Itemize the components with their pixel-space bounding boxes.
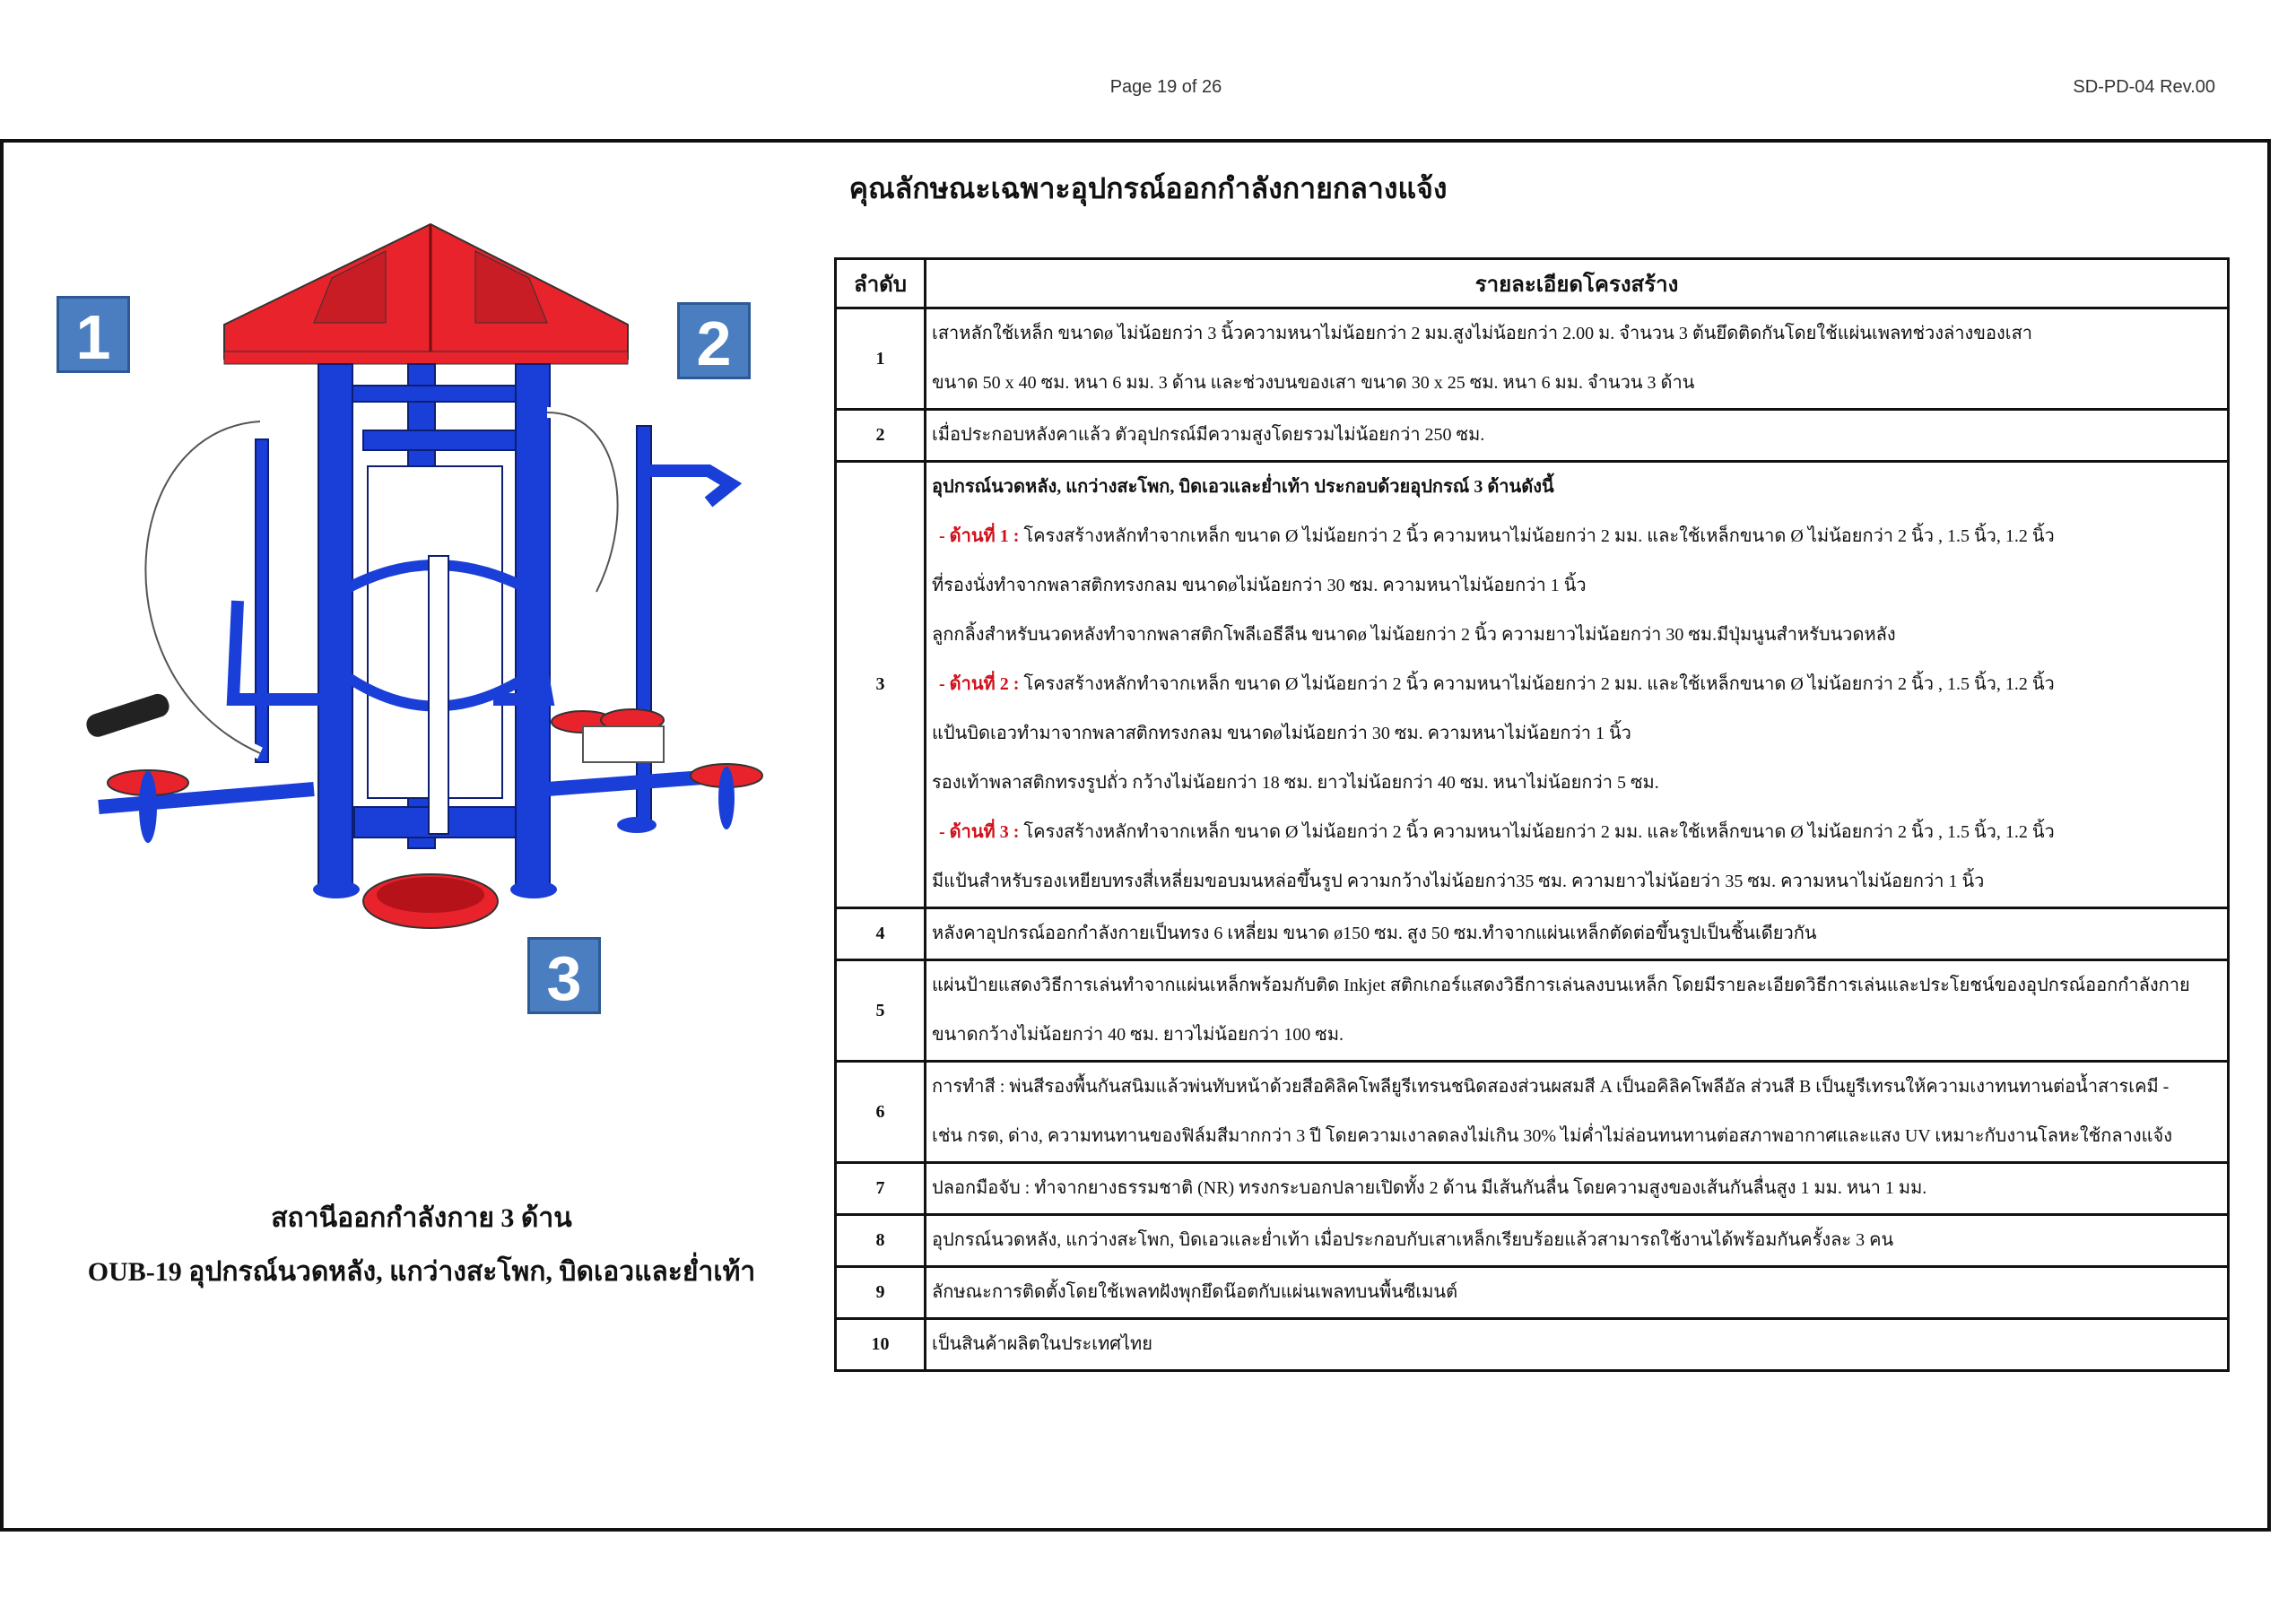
row-number: 9	[836, 1267, 926, 1319]
detail-line: แผ่นป้ายแสดงวิธีการเล่นทำจากแผ่นเหล็กพร้อมกับติด Inkjet สติกเกอร์แสดงวิธีการเล่นลงบนเหล็ก โดยมีรายละเอียดวิธีการเล่นและประโยชน์ของอุปกรณ์ออกกำลังกาย	[932, 976, 2190, 995]
side-badge-1: 1	[57, 296, 130, 373]
row-number: 5	[836, 960, 926, 1062]
roof	[224, 224, 628, 359]
table-row	[836, 960, 2229, 1062]
side-badge-3: 3	[527, 937, 601, 1014]
detail-line: มีแป้นสำหรับรองเหยียบทรงสี่เหลี่ยมขอบมนหล่อขึ้นรูป ความกว้างไม่น้อยกว่า35 ซม. ความยาวไม่น้อยว่า 35 ซม. ความหนาไม่น้อยกว่า 1 นิ้ว	[932, 872, 1985, 891]
detail-line: ลูกกลิ้งสำหรับนวดหลังทำจากพลาสติกโพลีเอธีลีน ขนาดø ไม่น้อยกว่า 2 นิ้ว ความยาวไม่น้อยกว่า 30 ซม.มีปุ่มนูนสำหรับนวดหลัง	[932, 625, 1896, 645]
row-number: 4	[836, 908, 926, 960]
detail-line: เมื่อประกอบหลังคาแล้ว ตัวอุปกรณ์มีความสูงโดยรวมไม่น้อยกว่า 250 ซม.	[932, 425, 1485, 445]
table-row	[836, 1215, 2229, 1267]
row-detail	[926, 1319, 2229, 1371]
detail-line: ปลอกมือจับ : ทำจากยางธรรมชาติ (NR) ทรงกระบอกปลายเปิดทั้ง 2 ด้าน มีเส้นกันลื่น โดยความสูงของเส้นกันลื่นสูง 1 มม. หนา 1 มม.	[932, 1178, 1927, 1198]
side-1-label: - ด้านที่ 1 :	[939, 526, 1020, 546]
row-number: 6	[836, 1062, 926, 1163]
row-detail	[926, 1062, 2229, 1163]
table-row	[836, 908, 2229, 960]
row-detail	[926, 462, 2229, 908]
detail-line: ที่รองนั่งทำจากพลาสติกทรงกลม ขนาดøไม่น้อยกว่า 30 ซม. ความหนาไม่น้อยกว่า 1 นิ้ว	[932, 576, 1587, 595]
detail-line: โครงสร้างหลักทำจากเหล็ก ขนาด Ø ไม่น้อยกว่า 2 นิ้ว ความหนาไม่น้อยกว่า 2 มม. และใช้เหล็กขนาด Ø ไม่น้อยกว่า 2 นิ้ว , 1.5 นิ้ว, 1.2 นิ้ว	[1023, 526, 2055, 546]
table-row	[836, 1319, 2229, 1371]
spec-table	[834, 257, 2230, 1372]
detail-line: แป้นบิดเอวทำมาจากพลาสติกทรงกลม ขนาดøไม่น้อยกว่า 30 ซม. ความหนาไม่น้อยกว่า 1 นิ้ว	[932, 724, 1631, 743]
document-title: คุณลักษณะเฉพาะอุปกรณ์ออกกำลังกายกลางแจ้ง	[848, 172, 1448, 204]
row-detail	[926, 1267, 2229, 1319]
detail-line: เป็นสินค้าผลิตในประเทศไทย	[932, 1334, 1152, 1354]
table-row	[836, 462, 2229, 908]
column-header-detail: รายละเอียดโครงสร้าง	[926, 259, 2229, 308]
row-detail	[926, 1163, 2229, 1215]
detail-line: โครงสร้างหลักทำจากเหล็ก ขนาด Ø ไม่น้อยกว่า 2 นิ้ว ความหนาไม่น้อยกว่า 2 มม. และใช้เหล็กขนาด Ø ไม่น้อยกว่า 2 นิ้ว , 1.5 นิ้ว, 1.2 นิ้ว	[1023, 674, 2055, 694]
detail-line: ขนาดกว้างไม่น้อยกว่า 40 ซม. ยาวไม่น้อยกว่า 100 ซม.	[932, 1025, 1344, 1045]
table-row	[836, 1267, 2229, 1319]
side-3-label: - ด้านที่ 3 :	[939, 822, 1020, 842]
row-detail	[926, 908, 2229, 960]
row-number: 7	[836, 1163, 926, 1215]
row-number: 8	[836, 1215, 926, 1267]
detail-line: อุปกรณ์นวดหลัง, แกว่างสะโพก, บิดเอวและย่ำเท้า เมื่อประกอบกับเสาเหล็กเรียบร้อยแล้วสามารถใช้งานได้พร้อมกันครั้งละ 3 คน	[932, 1230, 1894, 1250]
detail-line: ขนาด 50 x 40 ซม. หนา 6 มม. 3 ด้าน และช่วงบนของเสา ขนาด 30 x 25 ซม. หนา 6 มม. จำนวน 3 ด้าน	[932, 373, 1695, 393]
detail-line: การทำสี : พ่นสีรองพื้นกันสนิมแล้วพ่นทับหน้าด้วยสีอคิลิคโพลียูรีเทรนชนิดสองส่วนผสมสี A เป็นอคิลิคโพลีอัล ส่วนสี B เป็นยูรีเทรนให้ความเงาทนทานต่อน้ำสารเคมี -	[932, 1077, 2170, 1097]
row-number: 10	[836, 1319, 926, 1371]
table-row	[836, 308, 2229, 410]
figure-caption-title: สถานีออกกำลังกาย 3 ด้าน	[271, 1203, 572, 1233]
detail-line: โครงสร้างหลักทำจากเหล็ก ขนาด Ø ไม่น้อยกว่า 2 นิ้ว ความหนาไม่น้อยกว่า 2 มม. และใช้เหล็กขนาด Ø ไม่น้อยกว่า 2 นิ้ว , 1.5 นิ้ว, 1.2 นิ้ว	[1023, 822, 2055, 842]
table-row	[836, 410, 2229, 462]
table-header-row	[836, 259, 2229, 308]
row-detail	[926, 1215, 2229, 1267]
table-row	[836, 1163, 2229, 1215]
side-2-label: - ด้านที่ 2 :	[939, 674, 1020, 694]
row-number: 1	[836, 308, 926, 410]
row-detail	[926, 308, 2229, 410]
row-number: 3	[836, 462, 926, 908]
document-code: SD-PD-04 Rev.00	[2073, 77, 2215, 97]
detail-line: หลังคาอุปกรณ์ออกกำลังกายเป็นทรง 6 เหลี่ยม ขนาด ø150 ซม. สูง 50 ซม.ทำจากแผ่นเหล็กตัดต่อขึ้นรูปเป็นชิ้นเดียวกัน	[932, 924, 1817, 943]
detail-line: เช่น กรด, ด่าง, ความทนทานของฟิล์มสีมากกว่า 3 ปี โดยความเงาลดลงไม่เกิน 30% ไม่ค่ำไม่ล่อนทนทานต่อสภาพอากาศและแสง UV เหมาะกับงานโลหะใช้กลางแจ้ง	[932, 1126, 2172, 1146]
detail-line: ลักษณะการติดตั้งโดยใช้เพลทฝังพุกยึดน๊อตกับแผ่นเพลทบนพื้นซีเมนต์	[932, 1282, 1458, 1302]
row-number: 2	[836, 410, 926, 462]
row-detail	[926, 960, 2229, 1062]
side-badge-2: 2	[677, 302, 751, 379]
table-row	[836, 1062, 2229, 1163]
figure-caption-model: OUB-19 อุปกรณ์นวดหลัง, แกว่างสะโพก, บิดเอวและย่ำเท้า	[87, 1257, 756, 1287]
detail-heading: อุปกรณ์นวดหลัง, แกว่างสะโพก, บิดเอวและย่ำเท้า ประกอบด้วยอุปกรณ์ 3 ด้านดังนี้	[932, 477, 1554, 497]
detail-line: เสาหลักใช้เหล็ก ขนาดø ไม่น้อยกว่า 3 นิ้วความหนาไม่น้อยกว่า 2 มม.สูงไม่น้อยกว่า 2.00 ม. จำนวน 3 ต้นยึดติดกันโดยใช้แผ่นเพลทช่วงล่างของเสา	[932, 324, 2033, 343]
page-number: Page 19 of 26	[1109, 77, 1222, 97]
detail-line: รองเท้าพลาสติกทรงรูปถั่ว กว้างไม่น้อยกว่า 18 ซม. ยาวไม่น้อยกว่า 40 ซม. หนาไม่น้อยกว่า 5 ซม.	[932, 773, 1659, 793]
row-detail	[926, 410, 2229, 462]
column-header-no: ลำดับ	[836, 259, 926, 308]
equipment-illustration	[45, 215, 780, 1022]
